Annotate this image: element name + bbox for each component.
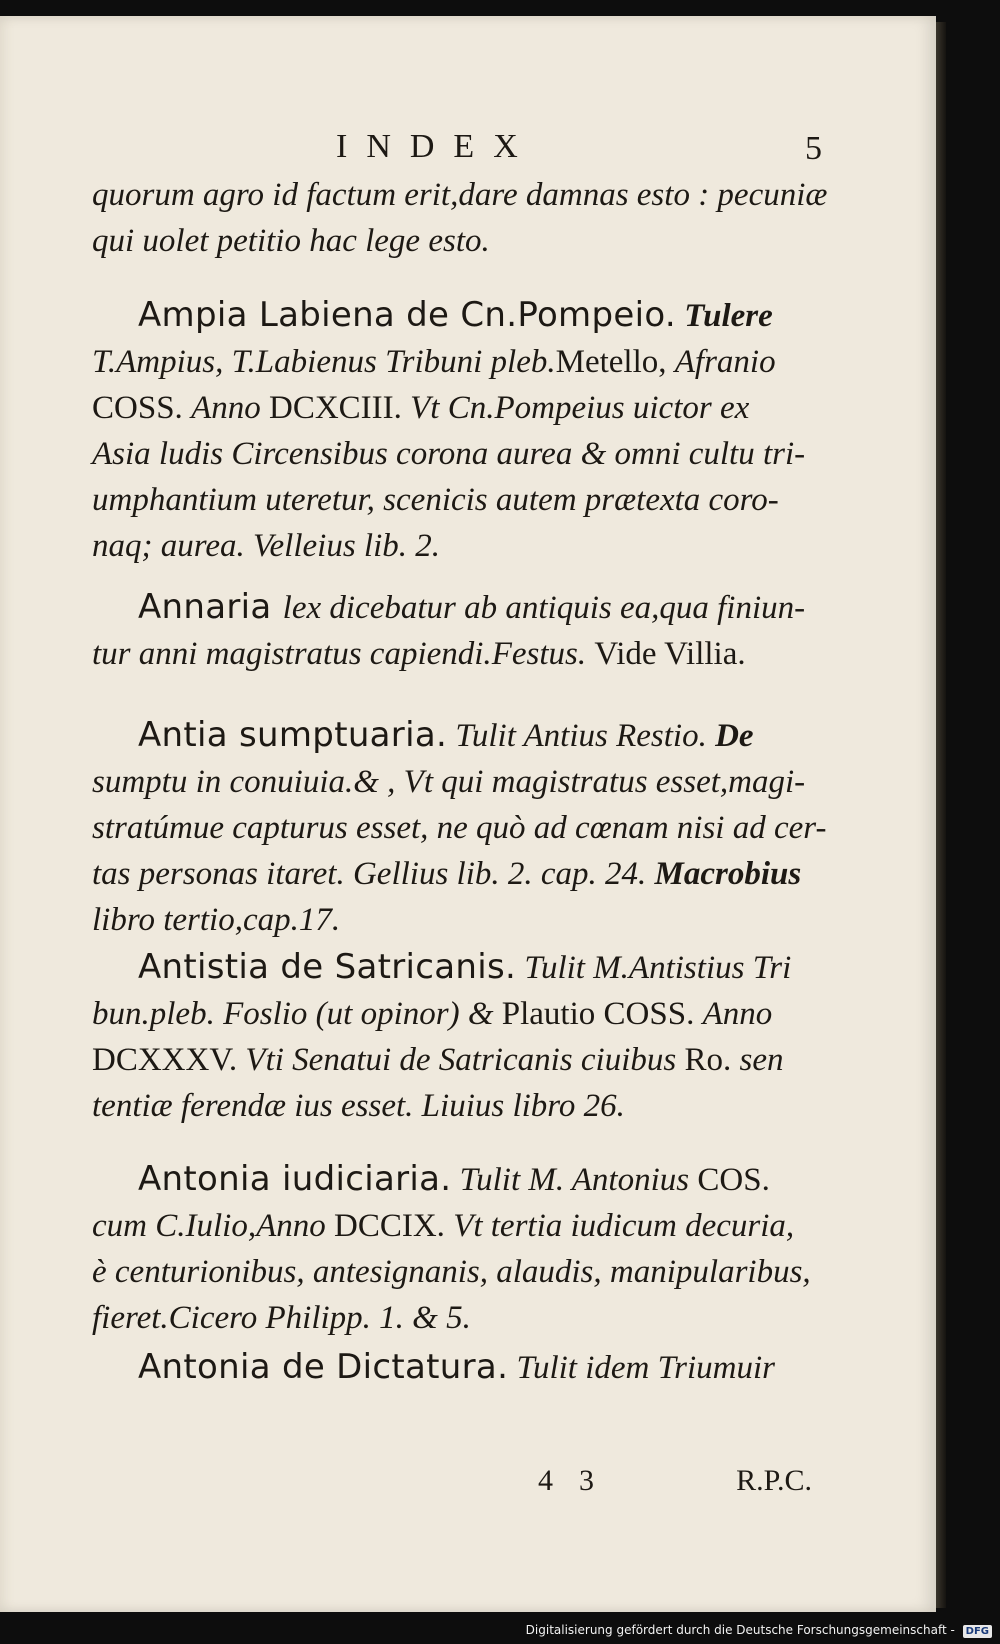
- text-line: [92, 1203, 826, 1249]
- text-line: [92, 172, 826, 218]
- text-line: [92, 477, 826, 523]
- text-line: [92, 385, 826, 431]
- text-run: Festus.: [491, 636, 595, 672]
- text-run: Tulit Antius: [447, 718, 617, 754]
- text-line: [92, 431, 826, 477]
- text-line: [92, 339, 826, 385]
- text-run: libro tertio,cap.17.: [92, 902, 341, 938]
- text-run: è centurionibus, antesignanis, alaudis, manipularibus,: [92, 1254, 811, 1290]
- text-run: Tulere: [675, 298, 773, 334]
- text-run: Antonia iudiciaria.: [138, 1159, 452, 1199]
- text-run: Vt qui magistratus esset,magi-: [403, 764, 806, 800]
- text-run: Liuius libro 26.: [421, 1088, 625, 1124]
- text-run: COSS.: [603, 996, 703, 1032]
- text-line: [92, 218, 826, 264]
- text-line: [92, 631, 826, 677]
- text-line: [92, 1344, 826, 1391]
- entry-antonia-iudiciaria: [92, 1156, 826, 1341]
- text-line: [92, 1083, 826, 1129]
- text-run: DCCIX.: [334, 1208, 454, 1244]
- text-run: Antia sumptuaria.: [138, 715, 448, 755]
- text-run: Metello,: [555, 344, 675, 380]
- entry-ampia-labiena: [92, 292, 826, 569]
- text-line: [92, 759, 826, 805]
- text-line: [92, 292, 826, 339]
- text-run: lex dicebatur ab antiquis ea,qua finiun-: [282, 590, 806, 626]
- text-run: Tulit M. Antonius: [451, 1162, 698, 1198]
- text-run: Plautio: [501, 996, 604, 1032]
- text-run: De: [706, 718, 754, 754]
- text-run: tas personas itaret.: [92, 856, 353, 892]
- text-run: Tulit M.Antistius Tri: [516, 950, 792, 986]
- text-run: COS.: [697, 1162, 770, 1198]
- text-run: umphantium uteretur, scenicis autem prætexta coro-: [92, 482, 779, 518]
- text-line: [92, 805, 826, 851]
- entry-annaria: [92, 584, 826, 677]
- text-run: Anno: [702, 996, 773, 1032]
- entry-antonia-dictatura: [92, 1344, 826, 1391]
- text-line: [92, 944, 826, 991]
- text-run: DCXXXV.: [92, 1042, 246, 1078]
- text-line: [92, 1037, 826, 1083]
- text-run: Restio.: [616, 718, 707, 754]
- signature-mark: 43: [538, 1464, 620, 1497]
- text-line: [92, 897, 826, 943]
- text-run: Ampia Labiena de Cn.Pompeio.: [138, 295, 676, 335]
- text-run: quorum agro id factum erit,dare damnas esto : pecuniæ: [92, 177, 828, 213]
- text-line: [92, 584, 826, 631]
- text-run: T.Ampius, T.Labienus Tribuni pleb.: [92, 344, 556, 380]
- text-run: Ro.: [684, 1042, 740, 1078]
- text-run: DCXCIII.: [268, 390, 411, 426]
- text-run: tur anni magistratus capiendi.: [92, 636, 492, 672]
- text-run: cum C.Iulio,: [92, 1208, 257, 1244]
- text-line: [92, 851, 826, 897]
- text-line: [92, 1156, 826, 1203]
- entry-antistia: [92, 944, 826, 1129]
- text-run: Vt Cn.Pompeius uictor ex: [410, 390, 750, 426]
- text-run: Anno: [256, 1208, 334, 1244]
- text-run: Tulit idem Triumuir: [508, 1350, 776, 1386]
- page-edge: [936, 22, 946, 1608]
- text-run: COSS.: [92, 390, 192, 426]
- text-run: bun.pleb.: [92, 996, 224, 1032]
- running-title: INDEX: [336, 128, 537, 165]
- entry-continuation: [92, 172, 826, 264]
- text-line: [92, 991, 826, 1037]
- text-run: qui uolet petitio hac lege esto.: [92, 223, 490, 259]
- text-run: sumptu in conuiuia.& ,: [92, 764, 404, 800]
- text-run: Foslio (ut opinor) &: [223, 996, 502, 1032]
- text-run: Antonia de Dictatura.: [138, 1347, 509, 1387]
- dfg-logo: DFG: [963, 1625, 992, 1638]
- text-run: fieret.: [92, 1300, 169, 1336]
- text-run: Vti Senatui de Satricanis ciuibus: [245, 1042, 685, 1078]
- text-line: [92, 712, 826, 759]
- text-run: naq; aurea.: [92, 528, 254, 564]
- catchword: R.P.C.: [736, 1464, 812, 1497]
- text-run: Vt tertia iudicum decuria,: [453, 1208, 795, 1244]
- text-run: stratúmue capturus esset, ne quò ad cœnam nisi ad cer-: [92, 810, 827, 846]
- text-run: tentiæ ferendæ ius esset.: [92, 1088, 422, 1124]
- text-run: Antistia de Satricanis.: [138, 947, 517, 987]
- text-run: sen: [739, 1042, 784, 1078]
- page-footer: [92, 1464, 822, 1504]
- entry-antia-sumptuaria: [92, 712, 826, 943]
- text-line: [92, 1295, 826, 1341]
- running-header: [92, 128, 822, 172]
- text-line: [92, 523, 826, 569]
- text-run: Vide Villia.: [594, 636, 746, 672]
- text-run: Asia ludis Circensibus corona aurea & omni cultu tri-: [92, 436, 806, 472]
- page-number: 5: [805, 130, 822, 167]
- text-run: Afranio: [674, 344, 776, 380]
- text-run: Cicero Philipp. 1. & 5.: [168, 1300, 471, 1336]
- text-run: Macrobius: [654, 856, 802, 892]
- text-run: Annaria: [138, 587, 283, 627]
- text-run: Anno: [191, 390, 269, 426]
- credit-text: Digitalisierung gefördert durch die Deutsche Forschungsgemeinschaft -: [525, 1623, 955, 1637]
- digitization-credit: [0, 1623, 992, 1638]
- text-line: [92, 1249, 826, 1295]
- text-run: Gellius lib. 2. cap. 24.: [352, 856, 655, 892]
- text-run: Velleius lib. 2.: [253, 528, 440, 564]
